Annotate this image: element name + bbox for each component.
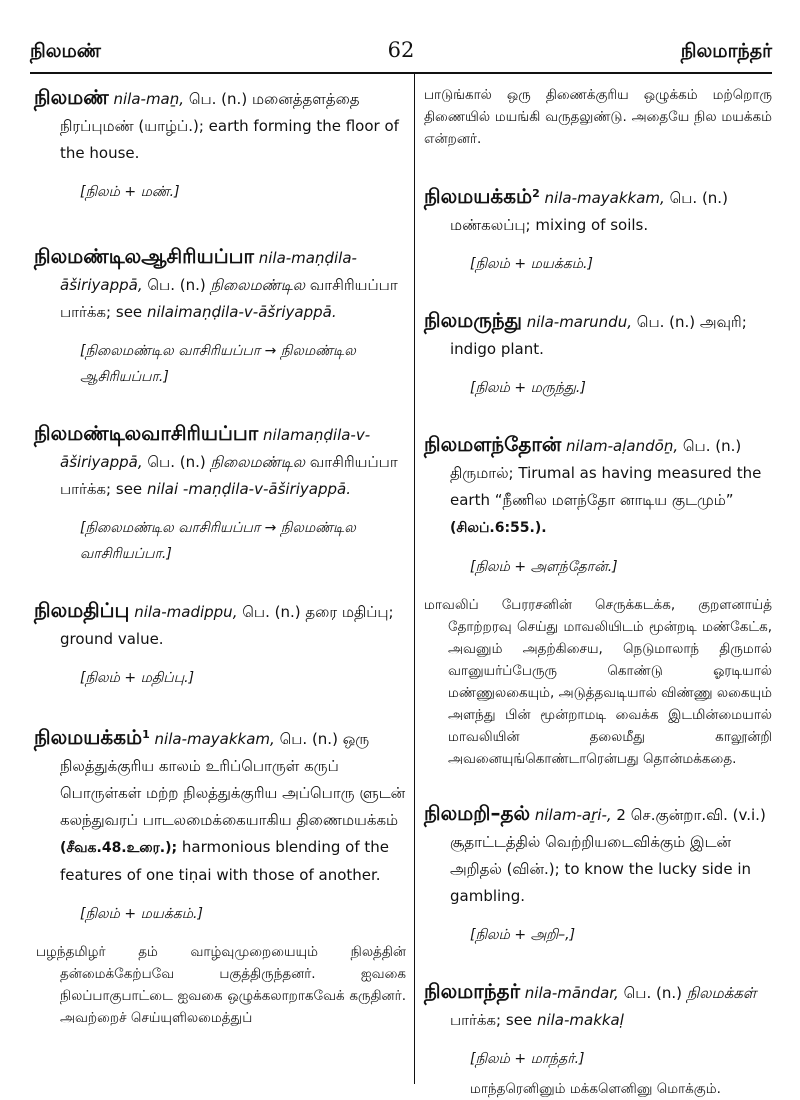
cross-reference-tamil: நிலைமண்டில — [210, 453, 306, 471]
cross-reference-english: nila-makkaḷ — [536, 1011, 624, 1029]
explanatory-note: பழந்தமிழர் தம் வாழ்வுமுறையையும் நிலத்தின் தன்மைக்கேற்பவே பகுத்திருந்தனர். ஐவகை நிலப்பாகுபாட்டை ஐவகை ஒழுக்கலாறாகவேக் கருதினர். அவற்றைச் செய்யுளிலமைத்துப் — [36, 944, 406, 1026]
gloss-english: harmonious blending of the features of one tiṇai with those of another. — [60, 838, 389, 884]
right-column — [424, 84, 772, 1100]
headword: நிலமறி–தல் — [424, 801, 531, 825]
transliteration: nilamaṇḍila-v-āširiyappā, — [60, 426, 371, 471]
explanatory-note: மாந்தரெனினும் மக்களெனினு மொக்கும். — [470, 1081, 721, 1097]
etymology: [நிலம் + அளந்தோன்.] — [470, 559, 618, 575]
source-reference: (சிலப்.6:55.). — [450, 520, 547, 536]
entry-nilamandar — [424, 978, 772, 1034]
etymology: [நிலைமண்டில வாசிரியப்பா → நிலமண்டில ஆசிரியப்பா.] — [80, 343, 356, 385]
gloss-tamil: மனைத்தளத்தை நிரப்புமண் (யாழ்ப்.); — [60, 90, 360, 135]
etymology: [நிலைமண்டில வாசிரியப்பா → நிலமண்டில வாசிரியப்பா.] — [80, 520, 356, 562]
headword: நிலமளந்தோன் — [424, 432, 562, 456]
part-of-speech: பெ. (n.) — [669, 189, 728, 207]
entry-nilamayakkam-1 — [34, 721, 406, 889]
page-number: 62 — [387, 38, 415, 62]
cross-reference-english: nilai -maṇḍila-v-āširiyappā. — [146, 480, 351, 498]
gloss-english: mixing of soils. — [535, 216, 649, 234]
page-header — [30, 40, 772, 70]
etymology: [நிலம் + மதிப்பு.] — [80, 670, 195, 686]
part-of-speech: பெ. (n.) — [682, 437, 742, 455]
gloss-english: Tirumal as having measured the earth — [450, 464, 762, 509]
body-tamil: வாசிரியப்பா பார்க்க; — [60, 276, 398, 321]
header-left-guideword: நிலமண் — [30, 40, 101, 62]
quotation: “நீணில மளந்தோ னாடிய குடமும்” — [494, 491, 734, 509]
transliteration: nilam-aḷandōṉ, — [566, 437, 679, 455]
entry-nilamalandon — [424, 431, 772, 542]
entry-nilamaridal — [424, 800, 772, 910]
part-of-speech: பெ. (n.) — [623, 984, 682, 1002]
homograph-number: 2 — [532, 187, 540, 200]
left-column — [34, 84, 406, 1029]
cross-reference-tamil: நிலமக்கள் — [686, 984, 757, 1002]
source-reference: (சீவக.48.உரை.); — [60, 840, 178, 856]
body-tamil: பார்க்க; — [450, 1011, 502, 1029]
transliteration: nila-maṇḍila-āširiyappā, — [60, 249, 357, 294]
gloss-tamil: மண்கலப்பு; — [450, 216, 531, 234]
part-of-speech: பெ. (n.) — [147, 276, 206, 294]
transliteration: nila-mayakkam, — [544, 189, 665, 207]
transliteration: nila-mayakkam, — [154, 730, 275, 748]
see-label: see — [505, 1011, 533, 1029]
headword: நிலமாந்தர் — [424, 979, 521, 1003]
gloss-english: earth forming the floor of the house. — [60, 117, 399, 162]
transliteration: nila-madippu, — [134, 603, 238, 621]
column-divider — [414, 74, 415, 1084]
explanatory-note: மாவலிப் பேரரசனின் செருக்கடக்க, குறளனாய்த் தோற்றரவு செய்து மாவலியிடம் மூன்றடி மண்கேட்க, அவனும் அதற்கிசைய, நெடுமாலாந் திருமால் வானுயர்ப்பேருரு கொண்டு ஓரடியால் மண்ணுலகையும், அடுத்தவடியால் விண்ணு லகையும் அளந்து பின் மூன்றாமடி வைக்க இடமின்மையால் மாவலியின் தலைமீது காலூன்றி அவனையுங்கொண்டாரென்பது தொன்மக்கதை. — [424, 597, 772, 767]
see-label: see — [115, 480, 143, 498]
etymology: [நிலம் + அறி–,] — [470, 927, 576, 943]
etymology: [நிலம் + மருந்து.] — [470, 380, 586, 396]
etymology: [நிலம் + மயக்கம்.] — [80, 906, 203, 922]
headword: நிலமண் — [34, 85, 109, 109]
gloss-tamil: அவுரி; — [699, 313, 747, 331]
part-of-speech: பெ. (n.) — [279, 730, 338, 748]
header-right-guideword: நிலமாந்தர் — [680, 40, 772, 62]
headword: நிலமண்டிலவாசிரியப்பா — [34, 421, 259, 445]
part-of-speech: பெ. (n.) — [242, 603, 301, 621]
transliteration: nila-māndar, — [524, 984, 619, 1002]
homograph-number: 1 — [142, 728, 150, 741]
etymology: [நிலம் + மண்.] — [80, 184, 180, 200]
headword: நிலமருந்து — [424, 308, 522, 332]
transliteration: nila-marundu, — [526, 313, 632, 331]
entry-nilamarundu — [424, 307, 772, 363]
entry-nilamandila-vasiriyappa — [34, 420, 406, 503]
cross-reference-tamil: நிலைமண்டில — [210, 276, 306, 294]
headword: நிலமண்டிலஆசிரியப்பா — [34, 244, 254, 268]
headword: நிலமதிப்பு — [34, 598, 130, 622]
etymology: [நிலம் + மயக்கம்.] — [470, 256, 593, 272]
part-of-speech: 2 செ.குன்றா.வி. (v.i.) — [616, 806, 766, 824]
header-rule — [30, 72, 772, 74]
gloss-english: to know the lucky side in gambling. — [450, 860, 751, 905]
see-label: see — [115, 303, 143, 321]
part-of-speech: பெ. (n.) — [188, 90, 248, 108]
cross-reference-english: nilaimaṇḍila-v-āšriyappā. — [146, 303, 337, 321]
gloss-tamil: ஒரு நிலத்துக்குரிய காலம் உரிப்பொருள் கருப் பொருள்கள் மற்ற நிலத்துக்குரிய அப்பொரு ளுடன் கலந்துவரப் பாடலமைக்கையாகிய திணைமயக்கம் — [60, 730, 406, 829]
entry-nilamayakkam-2 — [424, 180, 772, 239]
gloss-tamil: தரை மதிப்பு; — [305, 603, 394, 621]
entry-nilaman — [34, 84, 406, 167]
gloss-english: indigo plant. — [450, 340, 544, 358]
gloss-english: ground value. — [60, 630, 164, 648]
entry-nilamandila-asiriyappa — [34, 243, 406, 326]
gloss-tamil: சூதாட்டத்தில் வெற்றியடைவிக்கும் இடன் அறிதல் (வின்.); — [450, 833, 732, 878]
part-of-speech: பெ. (n.) — [147, 453, 206, 471]
part-of-speech: பெ. (n.) — [636, 313, 696, 331]
etymology: [நிலம் + மாந்தர்.] — [470, 1051, 585, 1067]
transliteration: nila-maṉ, — [113, 90, 185, 108]
transliteration: nilam-aṟi-, — [534, 806, 612, 824]
explanatory-note-continued: பாடுங்கால் ஒரு திணைக்குரிய ஒழுக்கம் மற்றொரு திணையில் மயங்கி வருதலுண்டு. அதையே நில மயக்கம் என்றனர். — [424, 87, 772, 147]
gloss-tamil: திருமால்; — [450, 464, 514, 482]
headword: நிலமயக்கம் — [34, 725, 143, 749]
entry-nilamadippu — [34, 597, 406, 653]
body-tamil: வாசிரியப்பா பார்க்க; — [60, 453, 398, 498]
headword: நிலமயக்கம் — [424, 184, 533, 208]
